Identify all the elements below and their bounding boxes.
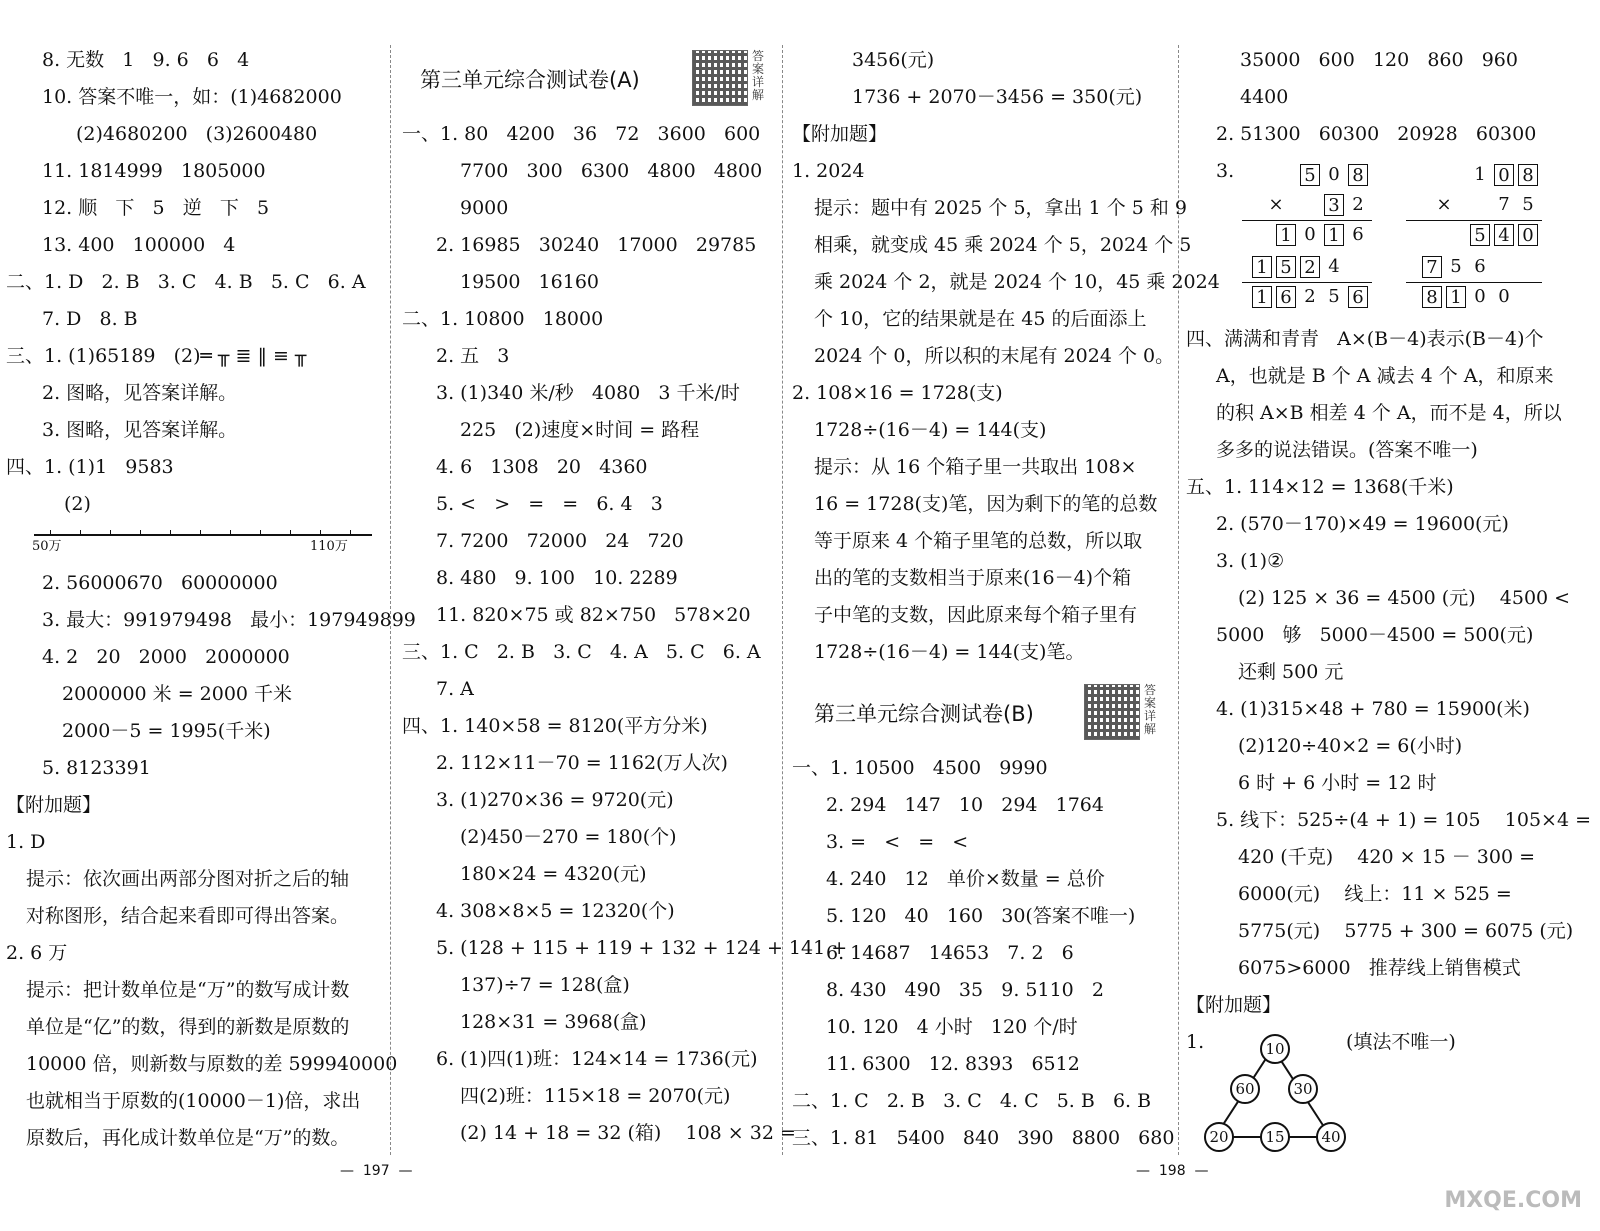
answer-line: 四、1. 140×58 = 8120(平方分米) xyxy=(402,715,708,737)
tick xyxy=(320,530,321,535)
hint-line: 10000 倍，则新数与原数的差 599940000 xyxy=(26,1053,398,1075)
rule xyxy=(1406,282,1542,283)
section-heading: 【附加题】 xyxy=(792,123,888,145)
answer-line: (2)450－270 = 180(个) xyxy=(460,826,677,848)
hint-line: 提示：依次画出两部分图对折之后的轴 xyxy=(26,868,350,890)
digit: 0 xyxy=(1498,286,1510,307)
answer-line: (2)4680200 (3)2600480 xyxy=(76,123,318,145)
answer-line: (2) 125 × 36 = 4500 (元) 4500 < xyxy=(1238,587,1571,609)
vertical-multiplication-2 xyxy=(1406,160,1576,320)
rule xyxy=(1242,282,1372,283)
column-divider xyxy=(782,45,783,1155)
vertical-multiplication-1 xyxy=(1242,160,1412,320)
section-heading: 【附加题】 xyxy=(1186,994,1282,1016)
digit: 7 xyxy=(1498,194,1510,215)
answer-line: 2. 6 万 xyxy=(6,942,68,964)
qr-code-icon xyxy=(1084,684,1140,740)
tick xyxy=(260,530,261,535)
answer-line: A，也就是 B 个 A 减去 4 个 A，和原来 xyxy=(1216,365,1554,387)
answer-line: 6. 14687 14653 7. 2 6 xyxy=(826,942,1074,964)
answer-line: (2) 14 + 18 = 32 (箱) 108 × 32 = xyxy=(460,1122,796,1144)
answer-line: 二、1. C 2. B 3. C 4. C 5. B 6. B xyxy=(792,1090,1152,1112)
answer-line: 5. (128 + 115 + 119 + 132 + 124 + 141 + xyxy=(436,937,848,959)
answer-line: 2. 51300 60300 20928 60300 xyxy=(1216,123,1537,145)
answer-line: 5. < > = = 6. 4 3 xyxy=(436,493,663,515)
digit: 2 xyxy=(1304,286,1316,307)
tick xyxy=(110,530,111,535)
column-divider xyxy=(390,45,391,1155)
answer-line: 3. (1)② xyxy=(1216,550,1285,572)
multiply-sign: × xyxy=(1268,194,1284,215)
digit-box: 6 xyxy=(1276,286,1296,308)
hint-line: 16 = 1728(支)笔，因为剩下的笔的总数 xyxy=(814,493,1158,515)
answer-line: 五、1. 114×12 = 1368(千米) xyxy=(1186,476,1454,498)
rule xyxy=(1242,220,1372,221)
digit-box: 2 xyxy=(1300,256,1320,278)
hint-line: 也就相当于原数的(10000－1)倍，求出 xyxy=(26,1090,361,1112)
tick xyxy=(350,530,351,535)
qr-side-label: 答案详解 xyxy=(1144,683,1157,736)
digit: 5 xyxy=(1450,256,1462,277)
digit-box: 4 xyxy=(1494,224,1514,246)
number-line xyxy=(34,534,372,536)
answer-line: 三、1. C 2. B 3. C 4. A 5. C 6. A xyxy=(402,641,761,663)
answer-line: 7. 7200 72000 24 720 xyxy=(436,530,684,552)
answer-line: 180×24 = 4320(元) xyxy=(460,863,647,885)
answer-line: 19500 16160 xyxy=(460,271,600,293)
answer-line: 8. 无数 1 9. 6 6 4 xyxy=(42,49,250,71)
answer-line: 1. xyxy=(1186,1031,1205,1053)
answer-line: 多多的说法错误。(答案不唯一) xyxy=(1216,439,1478,461)
circle-bottom-right: 40 xyxy=(1316,1122,1346,1152)
answer-line: 2. 112×11－70 = 1162(万人次) xyxy=(436,752,728,774)
answer-line: 四、满满和青青 A×(B－4)表示(B－4)个 xyxy=(1186,328,1544,350)
answer-line: 2. 图略，见答案详解。 xyxy=(42,382,238,404)
digit-box: 5 xyxy=(1300,164,1320,186)
hint-line: 1728÷(16－4) = 144(支)笔。 xyxy=(814,641,1085,663)
tick xyxy=(80,530,81,535)
answer-line: (2) xyxy=(64,493,91,515)
digit: 0 xyxy=(1328,164,1340,185)
digit-box: 1 xyxy=(1324,224,1344,246)
number-triangle xyxy=(1209,1030,1352,1160)
hint-line: 对称图形，结合起来看即可得出答案。 xyxy=(26,905,350,927)
answer-line: 5000 够 5000－4500 = 500(元) xyxy=(1216,624,1534,646)
answer-line: 1. 2024 xyxy=(792,160,865,182)
hint-line: 等于原来 4 个箱子里笔的总数，所以取 xyxy=(814,530,1143,552)
answer-line: 420 (千克) 420 × 15 － 300 = xyxy=(1238,846,1536,868)
digit: 1 xyxy=(1474,164,1486,185)
answer-line: 3456(元) xyxy=(852,49,935,71)
hint-line: 2024 个 0，所以积的末尾有 2024 个 0。 xyxy=(814,345,1175,367)
digit-box: 3 xyxy=(1324,194,1344,216)
tick xyxy=(200,530,201,535)
answer-line: 4. 240 12 单价×数量 = 总价 xyxy=(826,868,1105,890)
tick xyxy=(50,530,51,535)
answer-line: 11. 820×75 或 82×750 578×20 xyxy=(436,604,751,626)
digit-box: 1 xyxy=(1252,256,1272,278)
digit-box: 8 xyxy=(1348,164,1368,186)
answer-line: 10. 120 4 小时 120 个/时 xyxy=(826,1016,1078,1038)
answer-line: 12. 顺 下 5 逆 下 5 xyxy=(42,197,270,219)
page-number-right: — 198 — xyxy=(1136,1163,1209,1179)
digit-box: 6 xyxy=(1348,286,1368,308)
answer-line: 13. 400 100000 4 xyxy=(42,234,236,256)
watermark: MXQE.COM xyxy=(1444,1188,1582,1213)
answer-line: 4. 6 1308 20 4360 xyxy=(436,456,648,478)
digit: 4 xyxy=(1328,256,1340,277)
hint-line: 提示：题中有 2025 个 5，拿出 1 个 5 和 9 xyxy=(814,197,1188,219)
answer-line: (2)120÷40×2 = 6(小时) xyxy=(1238,735,1463,757)
hint-line: 原数后，再化成计数单位是“万”的数。 xyxy=(26,1127,350,1149)
answer-line: 7700 300 6300 4800 4800 xyxy=(460,160,763,182)
hint-line: 个 10，它的结果就是在 45 的后面添上 xyxy=(814,308,1147,330)
answer-line: 35000 600 120 860 960 xyxy=(1240,49,1518,71)
answer-line: 1. D xyxy=(6,831,46,853)
digit-box: 8 xyxy=(1518,164,1538,186)
answer-line: 4. (1)315×48 + 780 = 15900(米) xyxy=(1216,698,1530,720)
answer-line: 128×31 = 3968(盒) xyxy=(460,1011,647,1033)
circle-bottom-left: 20 xyxy=(1204,1122,1234,1152)
answer-line: 3. xyxy=(1216,160,1235,182)
answer-line: 3. 最大：991979498 最小：197949899 xyxy=(42,609,416,631)
hint-line: 相乘，就变成 45 乘 2024 个 5，2024 个 5 xyxy=(814,234,1192,256)
answer-line: 1736 + 2070－3456 = 350(元) xyxy=(852,86,1143,108)
answer-line: 6 时 + 6 小时 = 12 时 xyxy=(1238,772,1437,794)
qr-side-label: 答案详解 xyxy=(752,49,765,102)
answer-line: 二、1. 10800 18000 xyxy=(402,308,604,330)
tick xyxy=(290,530,291,535)
tick xyxy=(170,530,171,535)
digit-box: 8 xyxy=(1422,286,1442,308)
digit: 0 xyxy=(1304,224,1316,245)
answer-line: 11. 6300 12. 8393 6512 xyxy=(826,1053,1080,1075)
digit-box: 0 xyxy=(1518,224,1538,246)
answer-line: 11. 1814999 1805000 xyxy=(42,160,266,182)
answer-line: 6. (1)四(1)班：124×14 = 1736(元) xyxy=(436,1048,758,1070)
answer-line: 2. 56000670 60000000 xyxy=(42,572,278,594)
answer-line: 四(2)班：115×18 = 2070(元) xyxy=(460,1085,731,1107)
answer-line: 4. 308×8×5 = 12320(个) xyxy=(436,900,675,922)
answer-line: 2. (570－170)×49 = 19600(元) xyxy=(1216,513,1509,535)
hint-line: 乘 2024 个 2，就是 2024 个 10，45 乘 2024 xyxy=(814,271,1220,293)
answer-line: 225 (2)速度×时间 = 路程 xyxy=(460,419,700,441)
answer-line: 4400 xyxy=(1240,86,1289,108)
digit: 6 xyxy=(1352,224,1364,245)
answer-line: 三、1. 81 5400 840 390 8800 680 xyxy=(792,1127,1175,1149)
qr-code-icon xyxy=(692,50,748,106)
answer-line: 4. 2 20 2000 2000000 xyxy=(42,646,290,668)
answer-line: 1728÷(16－4) = 144(支) xyxy=(814,419,1047,441)
answer-line: 一、1. 80 4200 36 72 3600 600 xyxy=(402,123,761,145)
answer-line: 三、1. (1)65189 (2)═ ╥ ≣ ‖ ≡ ╥ xyxy=(6,345,307,367)
answer-line: 2. 五 3 xyxy=(436,345,510,367)
digit-box: 5 xyxy=(1276,256,1296,278)
circle-bottom-mid: 15 xyxy=(1260,1122,1290,1152)
answer-line: 5. 线下：525÷(4 + 1) = 105 105×4 = xyxy=(1216,809,1592,831)
answer-line: 的积 A×B 相差 4 个 A，而不是 4，所以 xyxy=(1216,402,1562,424)
circle-top: 10 xyxy=(1260,1034,1290,1064)
answer-line: 2. 294 147 10 294 1764 xyxy=(826,794,1104,816)
number-line-right-label: 110万 xyxy=(310,539,348,554)
circle-right-mid: 30 xyxy=(1288,1074,1318,1104)
answer-line: 一、1. 10500 4500 9990 xyxy=(792,757,1048,779)
answer-line: 3. = < = < xyxy=(826,831,969,853)
page-number-left: — 197 — xyxy=(340,1163,413,1179)
digit-box: 1 xyxy=(1276,224,1296,246)
hint-line: 提示：把计数单位是“万”的数写成计数 xyxy=(26,979,350,1001)
answer-line: 10. 答案不唯一，如：(1)4682000 xyxy=(42,86,342,108)
answer-line: 8. 480 9. 100 10. 2289 xyxy=(436,567,678,589)
answer-line: 二、1. D 2. B 3. C 4. B 5. C 6. A xyxy=(6,271,366,293)
answer-line: 2000000 米 = 2000 千米 xyxy=(62,683,293,705)
answer-line: 四、1. (1)1 9583 xyxy=(6,456,174,478)
digit: 0 xyxy=(1474,286,1486,307)
answer-line: 3. 图略，见答案详解。 xyxy=(42,419,238,441)
answer-line: 3. (1)340 米/秒 4080 3 千米/时 xyxy=(436,382,740,404)
tick xyxy=(230,530,231,535)
section-heading: 【附加题】 xyxy=(6,794,102,816)
note-line: (填法不唯一) xyxy=(1346,1031,1456,1053)
answer-line: 2. 108×16 = 1728(支) xyxy=(792,382,1003,404)
answer-line: 8. 430 490 35 9. 5110 2 xyxy=(826,979,1104,1001)
digit-box: 0 xyxy=(1494,164,1514,186)
answer-line: 5. 120 40 160 30(答案不唯一) xyxy=(826,905,1136,927)
answer-line: 9000 xyxy=(460,197,509,219)
answer-line: 6000(元) 线上：11 × 525 = xyxy=(1238,883,1512,905)
answer-line: 137)÷7 = 128(盒) xyxy=(460,974,630,996)
hint-line: 提示：从 16 个箱子里一共取出 108× xyxy=(814,456,1137,478)
digit: 5 xyxy=(1522,194,1534,215)
answer-line: 5775(元) 5775 + 300 = 6075 (元) xyxy=(1238,920,1574,942)
answer-line: 3. (1)270×36 = 9720(元) xyxy=(436,789,674,811)
hint-line: 子中笔的支数，因此原来每个箱子里有 xyxy=(814,604,1138,626)
answer-line: 7. A xyxy=(436,678,474,700)
answer-line: 6075>6000 推荐线上销售模式 xyxy=(1238,957,1521,979)
hint-line: 出的笔的支数相当于原来(16－4)个箱 xyxy=(814,567,1132,589)
rule xyxy=(1406,220,1542,221)
digit-box: 1 xyxy=(1446,286,1466,308)
digit-box: 7 xyxy=(1422,256,1442,278)
digit-box: 5 xyxy=(1470,224,1490,246)
section-title: 第三单元综合测试卷(B) xyxy=(814,702,1034,726)
digit-box: 1 xyxy=(1252,286,1272,308)
answer-line: 还剩 500 元 xyxy=(1238,661,1344,683)
answer-line: 7. D 8. B xyxy=(42,308,138,330)
hint-line: 单位是“亿”的数，得到的新数是原数的 xyxy=(26,1016,350,1038)
answer-line: 5. 8123391 xyxy=(42,757,151,779)
section-title: 第三单元综合测试卷(A) xyxy=(420,68,640,92)
tick xyxy=(140,530,141,535)
digit: 6 xyxy=(1474,256,1486,277)
digit: 5 xyxy=(1328,286,1340,307)
number-line-left-label: 50万 xyxy=(32,539,62,554)
circle-left-mid: 60 xyxy=(1230,1074,1260,1104)
answer-line: 2. 16985 30240 17000 29785 xyxy=(436,234,757,256)
answer-line: 2000－5 = 1995(千米) xyxy=(62,720,271,742)
digit: 2 xyxy=(1352,194,1364,215)
multiply-sign: × xyxy=(1436,194,1452,215)
